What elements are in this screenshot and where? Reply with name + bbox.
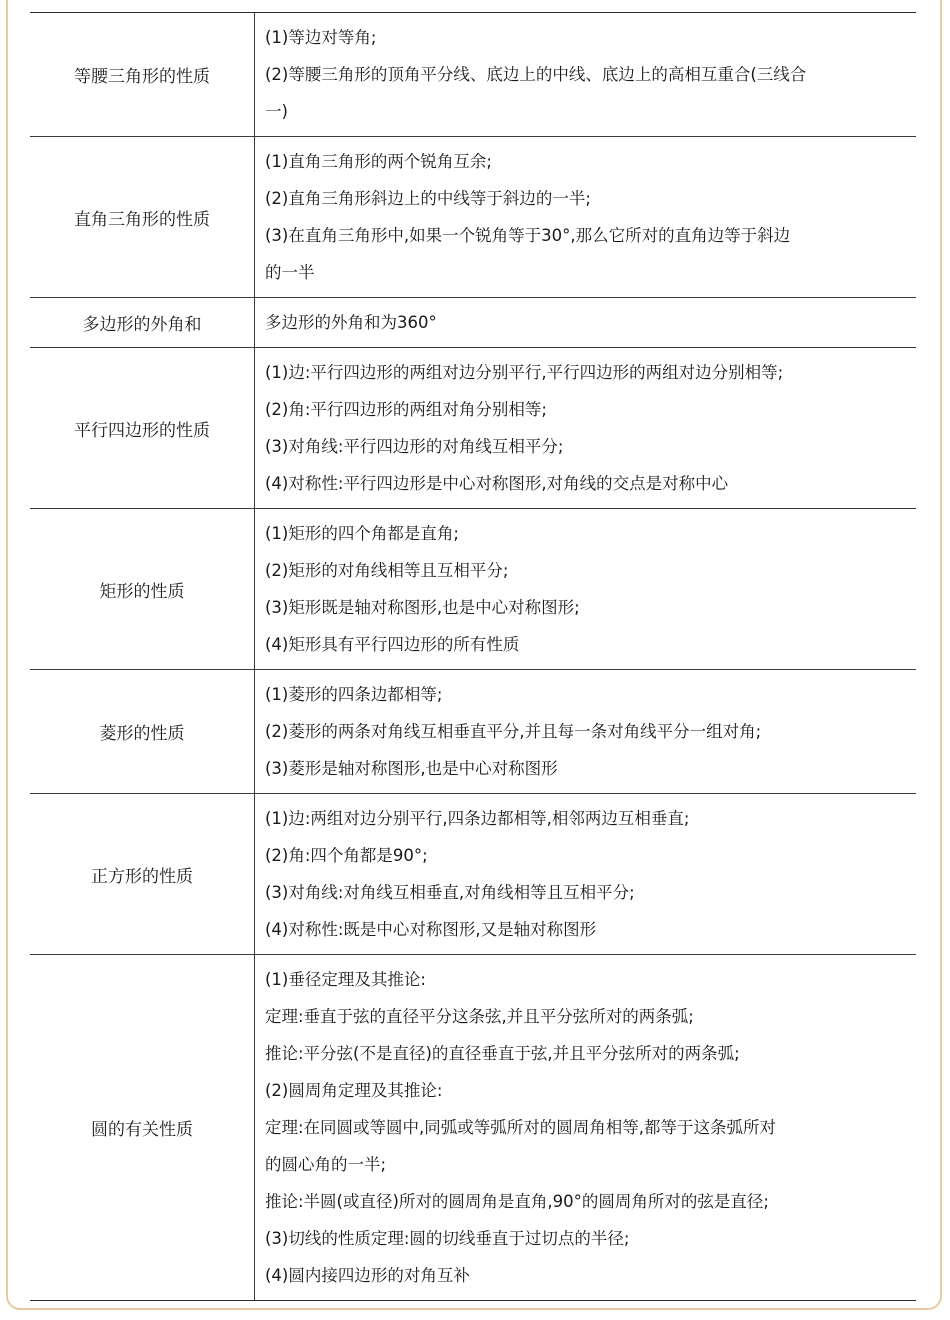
content-line: 的一半 [265,263,315,282]
property-name: 正方形的性质 [30,794,255,955]
content-line: (2)菱形的两条对角线互相垂直平分,并且每一条对角线平分一组对角; [265,722,762,741]
property-name: 直角三角形的性质 [30,137,255,298]
property-content [255,298,917,348]
content-line: (3)矩形既是轴对称图形,也是中心对称图形; [265,598,580,617]
content-line: 多边形的外角和为360° [265,313,437,332]
table-row [30,298,916,348]
property-name: 多边形的外角和 [30,298,255,348]
property-content [255,670,917,794]
content-line: (1)直角三角形的两个锐角互余; [265,152,492,171]
content-line: (2)角:平行四边形的两组对角分别相等; [265,400,547,419]
table-row [30,137,916,298]
property-name: 圆的有关性质 [30,955,255,1301]
content-line: (1)垂径定理及其推论: [265,970,426,989]
content-line: (2)等腰三角形的顶角平分线、底边上的中线、底边上的高相互重合(三线合 [265,65,807,84]
table-row [30,955,916,1301]
content-line: 推论:平分弦(不是直径)的直径垂直于弦,并且平分弦所对的两条弧; [265,1044,740,1063]
content-line: (4)对称性:既是中心对称图形,又是轴对称图形 [265,920,597,939]
property-content [255,955,917,1301]
content-line: (1)边:两组对边分别平行,四条边都相等,相邻两边互相垂直; [265,809,690,828]
property-content [255,348,917,509]
content-line: (2)圆周角定理及其推论: [265,1081,443,1100]
property-content [255,509,917,670]
table-row [30,13,916,137]
table-row [30,348,916,509]
content-line: 的圆心角的一半; [265,1155,387,1174]
content-line: 定理:垂直于弦的直径平分这条弦,并且平分弦所对的两条弧; [265,1007,694,1026]
content-line: (2)直角三角形斜边上的中线等于斜边的一半; [265,189,591,208]
content-line: (1)等边对等角; [265,28,377,47]
property-content [255,794,917,955]
content-line: (1)边:平行四边形的两组对边分别平行,平行四边形的两组对边分别相等; [265,363,784,382]
property-name: 矩形的性质 [30,509,255,670]
table-row [30,509,916,670]
content-line: 定理:在同圆或等圆中,同弧或等弧所对的圆周角相等,都等于这条弧所对 [265,1118,777,1137]
properties-table [30,12,916,1301]
content-line: (4)圆内接四边形的对角互补 [265,1266,470,1285]
content-line: (3)在直角三角形中,如果一个锐角等于30°,那么它所对的直角边等于斜边 [265,226,791,245]
property-name: 平行四边形的性质 [30,348,255,509]
content-line: 一) [265,102,288,121]
content-line: (2)角:四个角都是90°; [265,846,428,865]
content-line: (3)对角线:对角线互相垂直,对角线相等且互相平分; [265,883,635,902]
table-row [30,670,916,794]
content-line: (4)对称性:平行四边形是中心对称图形,对角线的交点是对称中心 [265,474,729,493]
content-line: (3)菱形是轴对称图形,也是中心对称图形 [265,759,558,778]
content-line: 推论:半圆(或直径)所对的圆周角是直角,90°的圆周角所对的弦是直径; [265,1192,769,1211]
property-name: 等腰三角形的性质 [30,13,255,137]
content-line: (1)菱形的四条边都相等; [265,685,443,704]
property-name: 菱形的性质 [30,670,255,794]
table-row [30,794,916,955]
content-line: (3)对角线:平行四边形的对角线互相平分; [265,437,564,456]
property-content [255,13,917,137]
content-line: (2)矩形的对角线相等且互相平分; [265,561,509,580]
content-line: (3)切线的性质定理:圆的切线垂直于过切点的半径; [265,1229,630,1248]
content-line: (4)矩形具有平行四边形的所有性质 [265,635,520,654]
content-line: (1)矩形的四个角都是直角; [265,524,459,543]
property-content [255,137,917,298]
